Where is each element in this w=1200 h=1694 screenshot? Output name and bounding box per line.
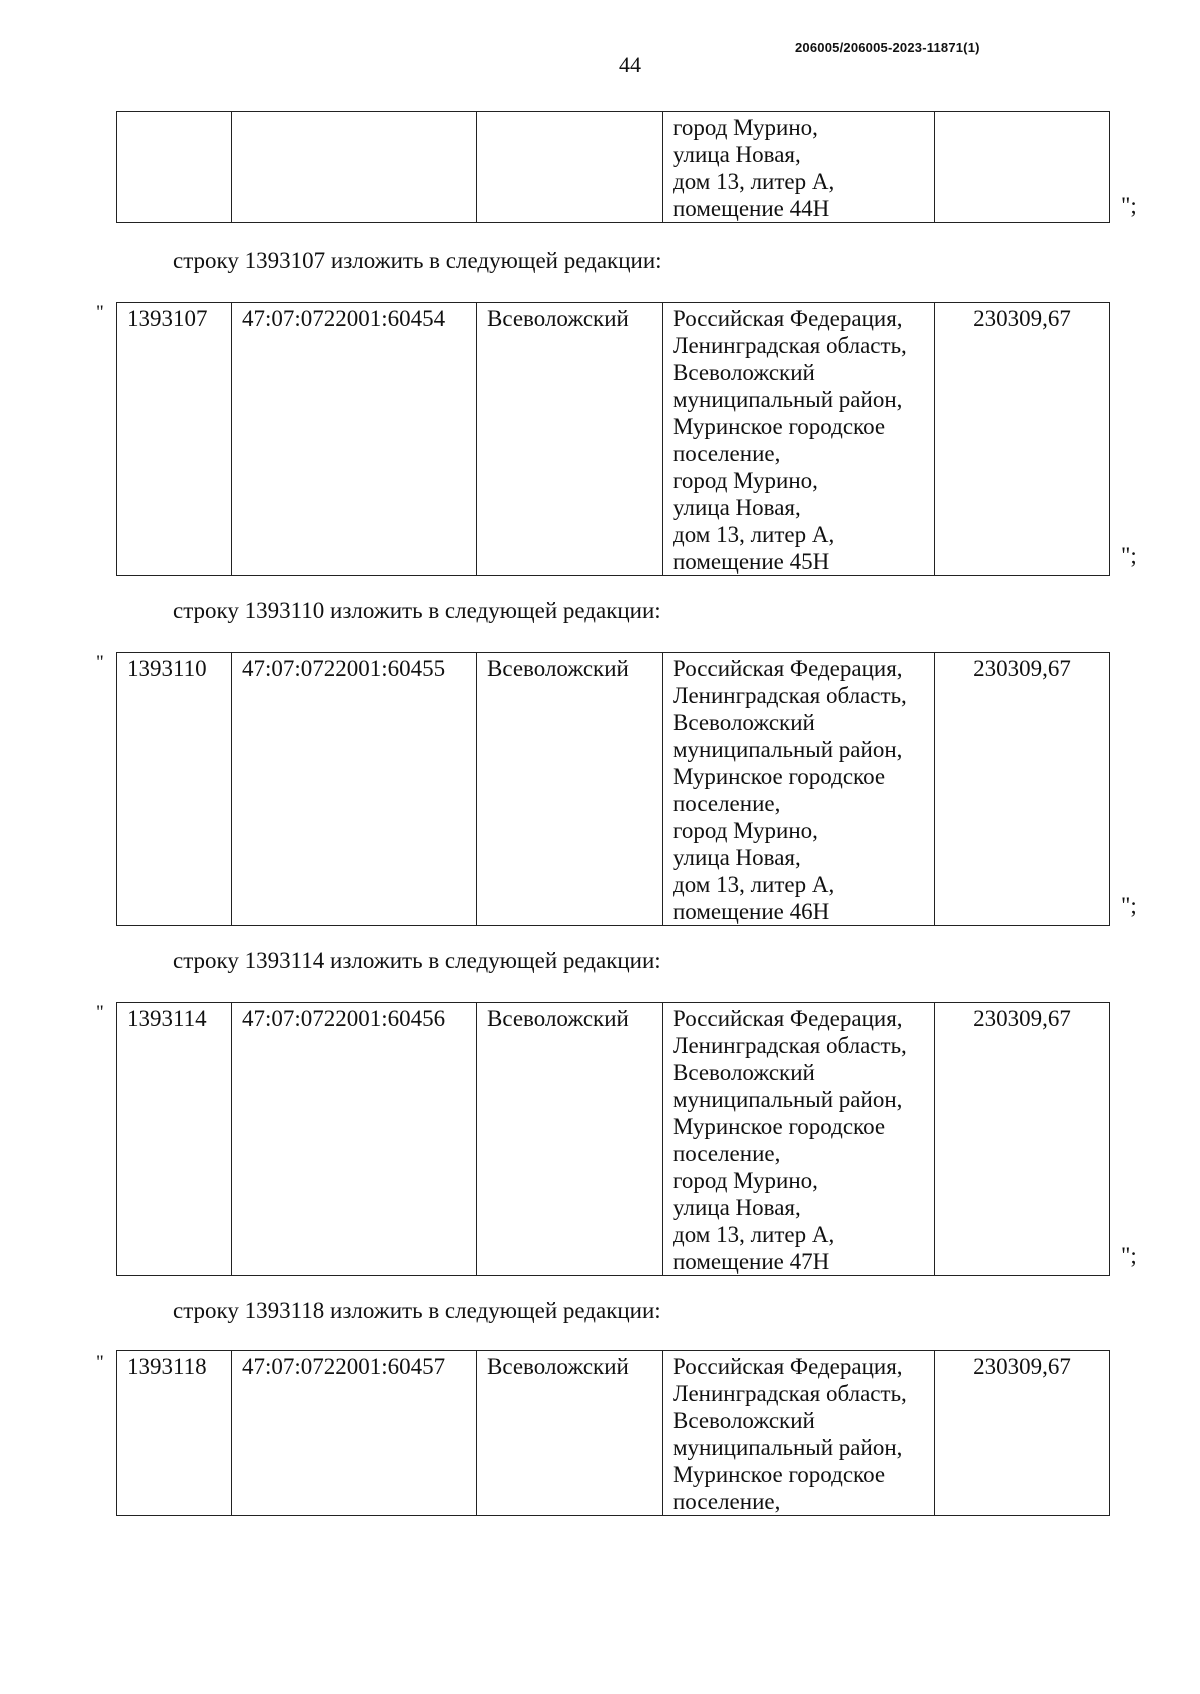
cell-number: 1393110 (117, 653, 232, 926)
cell-address: Российская Федерация, Ленинградская область, Всеволожский муниципальный район, Муринское городское поселение, город Мурино, улица Новая, дом 13, литер А, помещение 47Н (663, 1003, 935, 1276)
cell-district: Всеволожский (477, 653, 663, 926)
opening-quote: " (96, 652, 104, 673)
closing-quote: "; (1121, 893, 1137, 918)
cell-value: 230309,67 (935, 653, 1110, 926)
cell-number: 1393114 (117, 1003, 232, 1276)
table-row (116, 1002, 1110, 1276)
closing-quote: "; (1121, 543, 1137, 568)
document-id: 206005/206005-2023-11871(1) (795, 40, 980, 55)
opening-quote: " (96, 1352, 104, 1373)
table-row (116, 302, 1110, 576)
table-row (116, 652, 1110, 926)
cell-cadastral (232, 112, 477, 223)
opening-quote: " (96, 302, 104, 323)
cell-district: Всеволожский (477, 1351, 663, 1516)
cell-value (935, 112, 1110, 223)
closing-quote: "; (1121, 193, 1137, 218)
cell-number: 1393107 (117, 303, 232, 576)
cell-value: 230309,67 (935, 1351, 1110, 1516)
cell-district (477, 112, 663, 223)
closing-quote: "; (1121, 1243, 1137, 1268)
cell-cadastral: 47:07:0722001:60457 (232, 1351, 477, 1516)
opening-quote: " (96, 1002, 104, 1023)
cell-cadastral: 47:07:0722001:60456 (232, 1003, 477, 1276)
page-number: 44 (619, 52, 641, 77)
table-row-continuation (116, 111, 1110, 223)
cell-value: 230309,67 (935, 303, 1110, 576)
cell-address: Российская Федерация, Ленинградская область, Всеволожский муниципальный район, Муринское городское поселение, город Мурино, улица Новая, дом 13, литер А, помещение 45Н (663, 303, 935, 576)
cell-number: 1393118 (117, 1351, 232, 1516)
cell-value: 230309,67 (935, 1003, 1110, 1276)
amendment-instruction: строку 1393107 изложить в следующей редакции: (173, 248, 662, 273)
table-row (116, 1350, 1110, 1516)
cell-number (117, 112, 232, 223)
cell-address: город Мурино, улица Новая, дом 13, литер А, помещение 44Н (663, 112, 935, 223)
cell-district: Всеволожский (477, 303, 663, 576)
cell-district: Всеволожский (477, 1003, 663, 1276)
amendment-instruction: строку 1393110 изложить в следующей редакции: (173, 598, 661, 623)
cell-cadastral: 47:07:0722001:60454 (232, 303, 477, 576)
cell-address: Российская Федерация, Ленинградская область, Всеволожский муниципальный район, Муринское городское поселение, город Мурино, улица Новая, дом 13, литер А, помещение 46Н (663, 653, 935, 926)
cell-address: Российская Федерация, Ленинградская область, Всеволожский муниципальный район, Муринское городское поселение, (663, 1351, 935, 1516)
amendment-instruction: строку 1393118 изложить в следующей редакции: (173, 1298, 661, 1323)
cell-cadastral: 47:07:0722001:60455 (232, 653, 477, 926)
amendment-instruction: строку 1393114 изложить в следующей редакции: (173, 948, 661, 973)
